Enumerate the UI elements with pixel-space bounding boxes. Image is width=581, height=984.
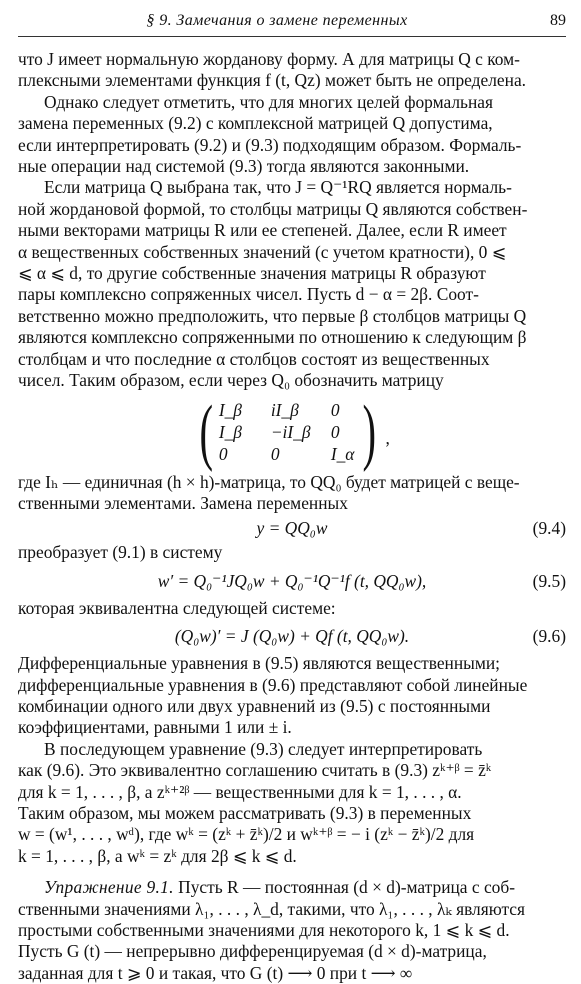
text-line: Пусть G (t) — непрерывно дифференцируемая (d × d)-матрица, bbox=[18, 941, 487, 962]
text-line: Пусть R — постоянная (d × d)-матрица с соб- bbox=[173, 877, 515, 898]
matrix-cell: 0 bbox=[218, 443, 228, 464]
matrix-cell: 0 bbox=[330, 399, 340, 420]
page-header bbox=[18, 8, 566, 37]
equation-body: w′ = Q₀⁻¹JQ₀w + Q₀⁻¹Q⁻¹f (t, QQ₀w), bbox=[157, 570, 427, 591]
text-line: ⩽ α ⩽ d, то другие собственные значения матрицы R образуют bbox=[18, 263, 486, 284]
equation-body: (Q₀w)′ = J (Q₀w) + Qf (t, QQ₀w). bbox=[174, 626, 410, 647]
text-line: Однако следует отметить, что для многих целей формальная bbox=[44, 91, 493, 112]
text-line: Таким образом, мы можем рассматривать (9.3) в переменных bbox=[18, 802, 472, 823]
text-line: как (9.6). Это эквивалентно соглашению считать в (9.3) zᵏ⁺ᵝ = z̄ᵏ bbox=[18, 760, 492, 781]
text-line: ственными элементами. Замена переменных bbox=[18, 492, 348, 513]
equation-body: y = QQ₀w bbox=[256, 518, 328, 539]
text-line: Дифференциальные уравнения в (9.5) являются вещественными; bbox=[18, 653, 500, 674]
text-line: ные операции над системой (9.3) тогда являются законными. bbox=[18, 156, 470, 177]
left-paren: ( bbox=[199, 390, 214, 473]
paragraph-8 bbox=[18, 739, 566, 867]
text-line: являются комплексно сопряженными по отношению к следующим β bbox=[18, 327, 527, 348]
text-line: преобразует (9.1) в систему bbox=[18, 542, 223, 563]
paragraph-7 bbox=[18, 653, 566, 739]
text-line: замена переменных (9.2) с комплексной матрицей Q допустима, bbox=[18, 113, 493, 134]
equation-9-4 bbox=[18, 514, 566, 542]
page-number: 89 bbox=[550, 12, 566, 29]
matrix-cell: iI_β bbox=[270, 399, 299, 420]
running-title: § 9. Замечания о замене переменных bbox=[146, 12, 408, 29]
text-line: ными векторами матрицы R или ее степеней. Далее, если R имеет bbox=[18, 220, 507, 241]
paragraph-1 bbox=[18, 49, 566, 92]
equation-9-6 bbox=[18, 619, 566, 653]
text-line: если интерпретировать (9.2) и (9.3) подходящим образом. Формаль- bbox=[18, 134, 522, 155]
right-paren: ) bbox=[362, 390, 376, 473]
text-line: α вещественных собственных значений (с учетом кратности), 0 ⩽ bbox=[18, 241, 507, 262]
text-line: плексными элементами функция f (t, Qz) может быть не определена. bbox=[18, 70, 527, 91]
matrix-cell: I_α bbox=[330, 443, 355, 464]
page bbox=[18, 8, 566, 984]
text-line: пары комплексно сопряженных чисел. Пусть d − α = 2β. Соот- bbox=[18, 284, 479, 305]
text-line: заданная для t ⩾ 0 и такая, что G (t) ⟶ 0 при t ⟶ ∞ bbox=[18, 962, 413, 983]
text-line: коэффициентами, равными 1 или ± i. bbox=[18, 717, 292, 738]
text-line: столбцам и что последние α столбцов состоят из вещественных bbox=[18, 348, 490, 369]
paragraph-3 bbox=[18, 177, 566, 391]
paragraph-2 bbox=[18, 92, 566, 178]
equation-9-5 bbox=[18, 564, 566, 598]
paragraph-6 bbox=[18, 598, 566, 619]
matrix-cell: 0 bbox=[270, 443, 280, 464]
matrix-cell: 0 bbox=[330, 421, 340, 442]
text-line: Если матрица Q выбрана так, что J = Q⁻¹RQ является нормаль- bbox=[44, 177, 512, 198]
text-line: k = 1, . . . , β, а wᵏ = zᵏ для 2β ⩽ k ⩽ d. bbox=[18, 845, 297, 866]
text-line: ветственно можно предположить, что первые β столбцов матрицы Q bbox=[18, 305, 527, 326]
matrix-cell: −iI_β bbox=[270, 421, 311, 442]
paragraph-9 bbox=[18, 877, 566, 984]
equation-number: (9.4) bbox=[532, 518, 566, 539]
equation-number: (9.6) bbox=[532, 626, 566, 647]
text-line: чисел. Таким образом, если через Q₀ обозначить матрицу bbox=[18, 370, 444, 391]
page-body bbox=[18, 49, 566, 984]
text-line: ственными значениями λ₁, . . . , λ_d, такими, что λ₁, . . . , λₖ являются bbox=[18, 898, 526, 919]
text-line: В последующем уравнение (9.3) следует интерпретировать bbox=[44, 738, 483, 759]
paragraph-5 bbox=[18, 542, 566, 563]
text-line: дифференциальные уравнения в (9.6) представляют собой линейные bbox=[18, 674, 528, 695]
text-line: для k = 1, . . . , β, а zᵏ⁺²ᵝ — вещественными для k = 1, . . . , α. bbox=[18, 781, 462, 802]
exercise-label: Упражнение 9.1. bbox=[44, 877, 174, 898]
matrix-comma: , bbox=[385, 428, 390, 449]
text-line: где Iₕ — единичная (h × h)-матрица, то QQ₀ будет матрицей с веще- bbox=[18, 471, 520, 492]
matrix-q0 bbox=[18, 390, 566, 473]
paragraph-4 bbox=[18, 472, 566, 515]
matrix-cell: I_β bbox=[218, 421, 242, 442]
text-line: что J имеет нормальную жорданову форму. А для матрицы Q с ком- bbox=[18, 49, 520, 69]
text-line: ной жордановой формой, то столбцы матрицы Q являются собствен- bbox=[18, 198, 528, 219]
text-line: комбинации одного или двух уравнений из (9.5) с постоянными bbox=[18, 695, 491, 716]
matrix-grid bbox=[219, 399, 357, 465]
text-line: которая эквивалентна следующей системе: bbox=[18, 597, 336, 618]
text-line: простыми собственными значениями для некоторого k, 1 ⩽ k ⩽ d. bbox=[18, 920, 510, 940]
matrix-cell: I_β bbox=[218, 399, 242, 420]
text-line: w = (w¹, . . . , wᵈ), где wᵏ = (zᵏ + z̄ᵏ)/2 и wᵏ⁺ᵝ = − i (zᵏ − z̄ᵏ)/2 для bbox=[18, 824, 475, 845]
equation-number: (9.5) bbox=[532, 570, 566, 591]
